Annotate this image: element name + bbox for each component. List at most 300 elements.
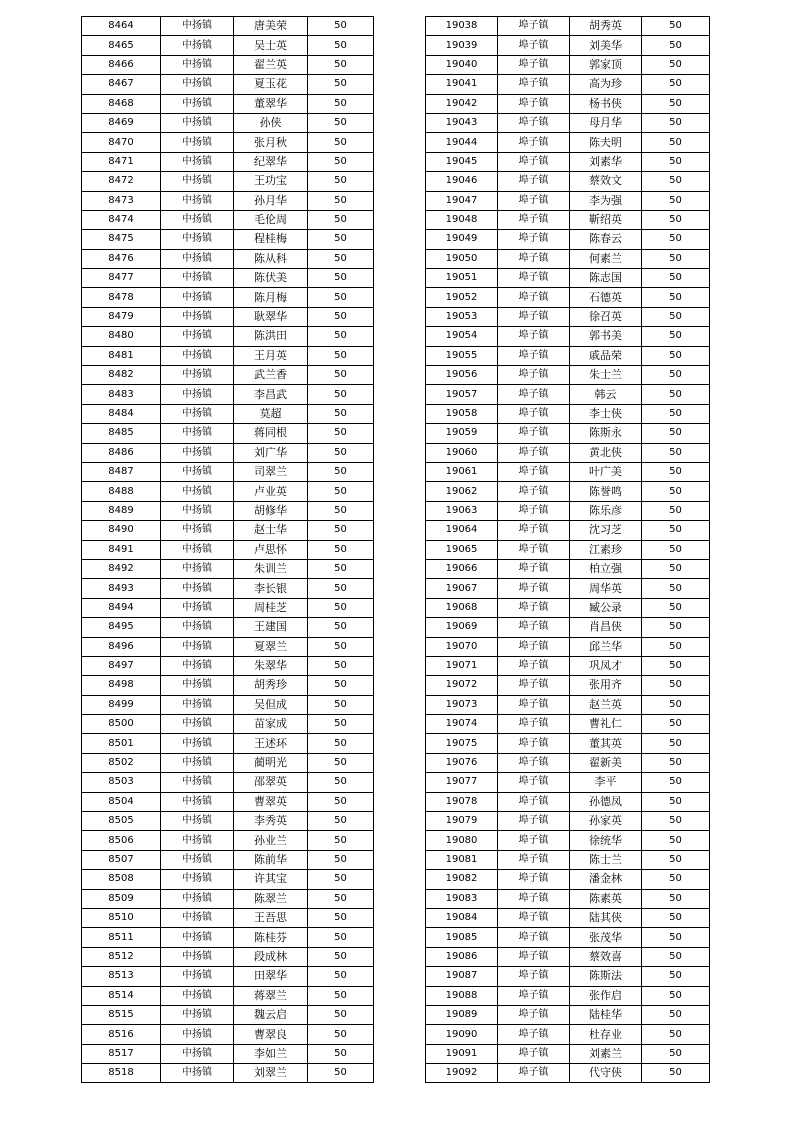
serial-number-cell: 19050 [426,249,498,268]
town-cell: 中扬镇 [161,870,234,889]
amount-cell: 50 [308,113,374,132]
roster-table-left-body [82,17,374,1083]
town-cell: 中扬镇 [161,928,234,947]
serial-number-cell: 8492 [82,559,161,578]
name-cell: 徐统华 [570,831,642,850]
serial-number-cell: 19062 [426,482,498,501]
serial-number-cell: 8484 [82,404,161,423]
name-cell: 胡修华 [234,501,308,520]
table-row [426,75,710,94]
town-cell: 埠子镇 [498,695,570,714]
table-row [82,75,374,94]
serial-number-cell: 8469 [82,113,161,132]
name-cell: 孙侠 [234,113,308,132]
name-cell: 邵翠英 [234,773,308,792]
name-cell: 沈习芝 [570,521,642,540]
table-row [426,1005,710,1024]
serial-number-cell: 8508 [82,870,161,889]
serial-number-cell: 19083 [426,889,498,908]
table-row [82,579,374,598]
serial-number-cell: 8473 [82,191,161,210]
amount-cell: 50 [642,870,710,889]
serial-number-cell: 8501 [82,734,161,753]
name-cell: 叶广美 [570,462,642,481]
table-row [426,676,710,695]
amount-cell: 50 [642,113,710,132]
town-cell: 埠子镇 [498,1025,570,1044]
amount-cell: 50 [642,812,710,831]
serial-number-cell: 19084 [426,908,498,927]
town-cell: 中扬镇 [161,404,234,423]
serial-number-cell: 8494 [82,598,161,617]
table-row [82,501,374,520]
amount-cell: 50 [308,753,374,772]
amount-cell: 50 [308,462,374,481]
name-cell: 卢业英 [234,482,308,501]
name-cell: 蔡效喜 [570,947,642,966]
name-cell: 唐美荣 [234,17,308,36]
name-cell: 孙德凤 [570,792,642,811]
table-row [82,773,374,792]
name-cell: 陈从科 [234,249,308,268]
serial-number-cell: 19070 [426,637,498,656]
town-cell: 埠子镇 [498,133,570,152]
town-cell: 埠子镇 [498,172,570,191]
amount-cell: 50 [642,598,710,617]
table-row [426,327,710,346]
town-cell: 埠子镇 [498,676,570,695]
name-cell: 杜存业 [570,1025,642,1044]
name-cell: 莫超 [234,404,308,423]
serial-number-cell: 19057 [426,385,498,404]
serial-number-cell: 19067 [426,579,498,598]
serial-number-cell: 19069 [426,618,498,637]
amount-cell: 50 [642,462,710,481]
town-cell: 埠子镇 [498,210,570,229]
serial-number-cell: 8476 [82,249,161,268]
name-cell: 母月华 [570,113,642,132]
amount-cell: 50 [642,947,710,966]
town-cell: 埠子镇 [498,36,570,55]
amount-cell: 50 [308,191,374,210]
serial-number-cell: 19086 [426,947,498,966]
amount-cell: 50 [642,366,710,385]
serial-number-cell: 19090 [426,1025,498,1044]
table-row [82,656,374,675]
table-row [426,55,710,74]
name-cell: 张茂华 [570,928,642,947]
name-cell: 邱兰华 [570,637,642,656]
amount-cell: 50 [308,230,374,249]
town-cell: 中扬镇 [161,307,234,326]
serial-number-cell: 19055 [426,346,498,365]
serial-number-cell: 19051 [426,269,498,288]
name-cell: 吴士英 [234,36,308,55]
table-row [426,346,710,365]
town-cell: 中扬镇 [161,947,234,966]
name-cell: 张用齐 [570,676,642,695]
table-row [82,715,374,734]
town-cell: 中扬镇 [161,792,234,811]
serial-number-cell: 19040 [426,55,498,74]
table-row [426,734,710,753]
table-row [426,191,710,210]
amount-cell: 50 [308,346,374,365]
table-row [82,540,374,559]
table-row [426,540,710,559]
amount-cell: 50 [308,36,374,55]
amount-cell: 50 [308,850,374,869]
name-cell: 曹翠良 [234,1025,308,1044]
amount-cell: 50 [642,889,710,908]
serial-number-cell: 8515 [82,1005,161,1024]
name-cell: 徐召英 [570,307,642,326]
table-row [82,482,374,501]
serial-number-cell: 19041 [426,75,498,94]
serial-number-cell: 19072 [426,676,498,695]
town-cell: 中扬镇 [161,17,234,36]
name-cell: 陈春云 [570,230,642,249]
name-cell: 陈斯永 [570,424,642,443]
name-cell: 高为珍 [570,75,642,94]
amount-cell: 50 [308,908,374,927]
serial-number-cell: 19063 [426,501,498,520]
amount-cell: 50 [308,55,374,74]
serial-number-cell: 8488 [82,482,161,501]
serial-number-cell: 8480 [82,327,161,346]
town-cell: 中扬镇 [161,540,234,559]
table-row [426,172,710,191]
town-cell: 中扬镇 [161,773,234,792]
table-row [82,307,374,326]
town-cell: 埠子镇 [498,656,570,675]
table-row [82,1005,374,1024]
town-cell: 中扬镇 [161,521,234,540]
amount-cell: 50 [642,191,710,210]
serial-number-cell: 19039 [426,36,498,55]
table-row [82,812,374,831]
serial-number-cell: 8479 [82,307,161,326]
town-cell: 埠子镇 [498,249,570,268]
amount-cell: 50 [308,521,374,540]
table-row [82,986,374,1005]
serial-number-cell: 19059 [426,424,498,443]
table-row [82,17,374,36]
amount-cell: 50 [308,249,374,268]
town-cell: 埠子镇 [498,152,570,171]
serial-number-cell: 8499 [82,695,161,714]
amount-cell: 50 [308,152,374,171]
amount-cell: 50 [308,734,374,753]
name-cell: 王吾思 [234,908,308,927]
table-row [426,598,710,617]
amount-cell: 50 [642,656,710,675]
name-cell: 陈翠兰 [234,889,308,908]
amount-cell: 50 [642,579,710,598]
serial-number-cell: 19061 [426,462,498,481]
town-cell: 中扬镇 [161,152,234,171]
table-row [82,288,374,307]
serial-number-cell: 8510 [82,908,161,927]
town-cell: 中扬镇 [161,986,234,1005]
serial-number-cell: 8512 [82,947,161,966]
town-cell: 中扬镇 [161,482,234,501]
town-cell: 中扬镇 [161,210,234,229]
amount-cell: 50 [642,792,710,811]
table-row [426,462,710,481]
town-cell: 埠子镇 [498,1005,570,1024]
amount-cell: 50 [642,307,710,326]
town-cell: 中扬镇 [161,618,234,637]
town-cell: 中扬镇 [161,75,234,94]
amount-cell: 50 [308,94,374,113]
town-cell: 中扬镇 [161,753,234,772]
amount-cell: 50 [642,385,710,404]
serial-number-cell: 8470 [82,133,161,152]
name-cell: 陈志国 [570,269,642,288]
name-cell: 陈洪田 [234,327,308,346]
town-cell: 埠子镇 [498,17,570,36]
table-row [82,152,374,171]
town-cell: 中扬镇 [161,366,234,385]
amount-cell: 50 [308,501,374,520]
town-cell: 中扬镇 [161,113,234,132]
serial-number-cell: 19079 [426,812,498,831]
name-cell: 戚品荣 [570,346,642,365]
town-cell: 中扬镇 [161,715,234,734]
town-cell: 埠子镇 [498,889,570,908]
serial-number-cell: 19073 [426,695,498,714]
amount-cell: 50 [308,540,374,559]
table-row [82,908,374,927]
table-row [82,385,374,404]
amount-cell: 50 [642,17,710,36]
serial-number-cell: 8513 [82,967,161,986]
table-row [82,113,374,132]
town-cell: 埠子镇 [498,734,570,753]
name-cell: 胡秀珍 [234,676,308,695]
serial-number-cell: 19043 [426,113,498,132]
serial-number-cell: 19068 [426,598,498,617]
table-row [426,36,710,55]
table-row [82,346,374,365]
amount-cell: 50 [642,36,710,55]
name-cell: 周华英 [570,579,642,598]
table-row [426,928,710,947]
amount-cell: 50 [308,967,374,986]
name-cell: 何素兰 [570,249,642,268]
table-row [82,443,374,462]
town-cell: 埠子镇 [498,366,570,385]
table-row [82,327,374,346]
name-cell: 李如兰 [234,1044,308,1063]
amount-cell: 50 [642,55,710,74]
serial-number-cell: 19058 [426,404,498,423]
name-cell: 魏云启 [234,1005,308,1024]
amount-cell: 50 [642,288,710,307]
name-cell: 武兰香 [234,366,308,385]
town-cell: 埠子镇 [498,424,570,443]
name-cell: 段成林 [234,947,308,966]
town-cell: 埠子镇 [498,521,570,540]
amount-cell: 50 [642,327,710,346]
town-cell: 埠子镇 [498,618,570,637]
serial-number-cell: 8474 [82,210,161,229]
table-row [82,676,374,695]
town-cell: 中扬镇 [161,269,234,288]
serial-number-cell: 8490 [82,521,161,540]
name-cell: 韩云 [570,385,642,404]
table-row [82,210,374,229]
town-cell: 埠子镇 [498,831,570,850]
name-cell: 王述环 [234,734,308,753]
town-cell: 埠子镇 [498,715,570,734]
table-row [426,366,710,385]
table-row [82,637,374,656]
table-row [82,734,374,753]
amount-cell: 50 [308,1005,374,1024]
amount-cell: 50 [642,269,710,288]
town-cell: 埠子镇 [498,540,570,559]
town-cell: 埠子镇 [498,269,570,288]
name-cell: 王功宝 [234,172,308,191]
name-cell: 黄北侠 [570,443,642,462]
name-cell: 孙家英 [570,812,642,831]
town-cell: 中扬镇 [161,812,234,831]
town-cell: 埠子镇 [498,947,570,966]
table-row [426,424,710,443]
table-row [426,385,710,404]
name-cell: 胡秀英 [570,17,642,36]
table-row [82,521,374,540]
amount-cell: 50 [642,75,710,94]
name-cell: 巩凤才 [570,656,642,675]
serial-number-cell: 8486 [82,443,161,462]
town-cell: 埠子镇 [498,327,570,346]
name-cell: 周桂芝 [234,598,308,617]
table-row [426,249,710,268]
table-row [82,967,374,986]
serial-number-cell: 19089 [426,1005,498,1024]
table-row [426,715,710,734]
serial-number-cell: 19085 [426,928,498,947]
amount-cell: 50 [308,637,374,656]
serial-number-cell: 19088 [426,986,498,1005]
amount-cell: 50 [642,133,710,152]
amount-cell: 50 [308,947,374,966]
table-row [426,210,710,229]
name-cell: 刘广华 [234,443,308,462]
table-row [82,695,374,714]
table-row [82,947,374,966]
table-row [82,230,374,249]
serial-number-cell: 8467 [82,75,161,94]
amount-cell: 50 [308,424,374,443]
name-cell: 郭书美 [570,327,642,346]
name-cell: 苗家成 [234,715,308,734]
town-cell: 埠子镇 [498,191,570,210]
amount-cell: 50 [308,559,374,578]
serial-number-cell: 8502 [82,753,161,772]
amount-cell: 50 [308,172,374,191]
town-cell: 中扬镇 [161,676,234,695]
town-cell: 中扬镇 [161,559,234,578]
amount-cell: 50 [642,986,710,1005]
town-cell: 中扬镇 [161,385,234,404]
serial-number-cell: 19045 [426,152,498,171]
name-cell: 纪翠华 [234,152,308,171]
table-row [82,191,374,210]
table-row [82,598,374,617]
amount-cell: 50 [308,792,374,811]
amount-cell: 50 [308,695,374,714]
table-row [426,501,710,520]
table-row [82,850,374,869]
name-cell: 陈夫明 [570,133,642,152]
name-cell: 孙业兰 [234,831,308,850]
table-row [82,1025,374,1044]
amount-cell: 50 [308,1064,374,1083]
table-row [426,152,710,171]
serial-number-cell: 8478 [82,288,161,307]
table-row [82,424,374,443]
table-row [82,928,374,947]
town-cell: 中扬镇 [161,443,234,462]
town-cell: 埠子镇 [498,850,570,869]
amount-cell: 50 [642,443,710,462]
name-cell: 石德英 [570,288,642,307]
serial-number-cell: 19054 [426,327,498,346]
serial-number-cell: 8507 [82,850,161,869]
town-cell: 中扬镇 [161,850,234,869]
amount-cell: 50 [642,94,710,113]
serial-number-cell: 19065 [426,540,498,559]
table-row [82,1064,374,1083]
serial-number-cell: 8498 [82,676,161,695]
name-cell: 孙月华 [234,191,308,210]
table-row [82,366,374,385]
serial-number-cell: 19052 [426,288,498,307]
name-cell: 董其英 [570,734,642,753]
amount-cell: 50 [642,695,710,714]
town-cell: 中扬镇 [161,288,234,307]
table-row [426,288,710,307]
town-cell: 埠子镇 [498,482,570,501]
town-cell: 埠子镇 [498,462,570,481]
table-row [82,753,374,772]
amount-cell: 50 [642,1005,710,1024]
table-row [426,947,710,966]
serial-number-cell: 19075 [426,734,498,753]
amount-cell: 50 [308,773,374,792]
amount-cell: 50 [642,404,710,423]
amount-cell: 50 [308,579,374,598]
town-cell: 中扬镇 [161,249,234,268]
serial-number-cell: 8477 [82,269,161,288]
town-cell: 埠子镇 [498,75,570,94]
table-row [426,618,710,637]
table-row [426,792,710,811]
serial-number-cell: 8516 [82,1025,161,1044]
name-cell: 蒋同根 [234,424,308,443]
town-cell: 中扬镇 [161,1064,234,1083]
serial-number-cell: 8485 [82,424,161,443]
name-cell: 陈誉鸣 [570,482,642,501]
serial-number-cell: 19049 [426,230,498,249]
roster-table-left [81,16,374,1083]
name-cell: 朱士兰 [570,366,642,385]
town-cell: 中扬镇 [161,908,234,927]
